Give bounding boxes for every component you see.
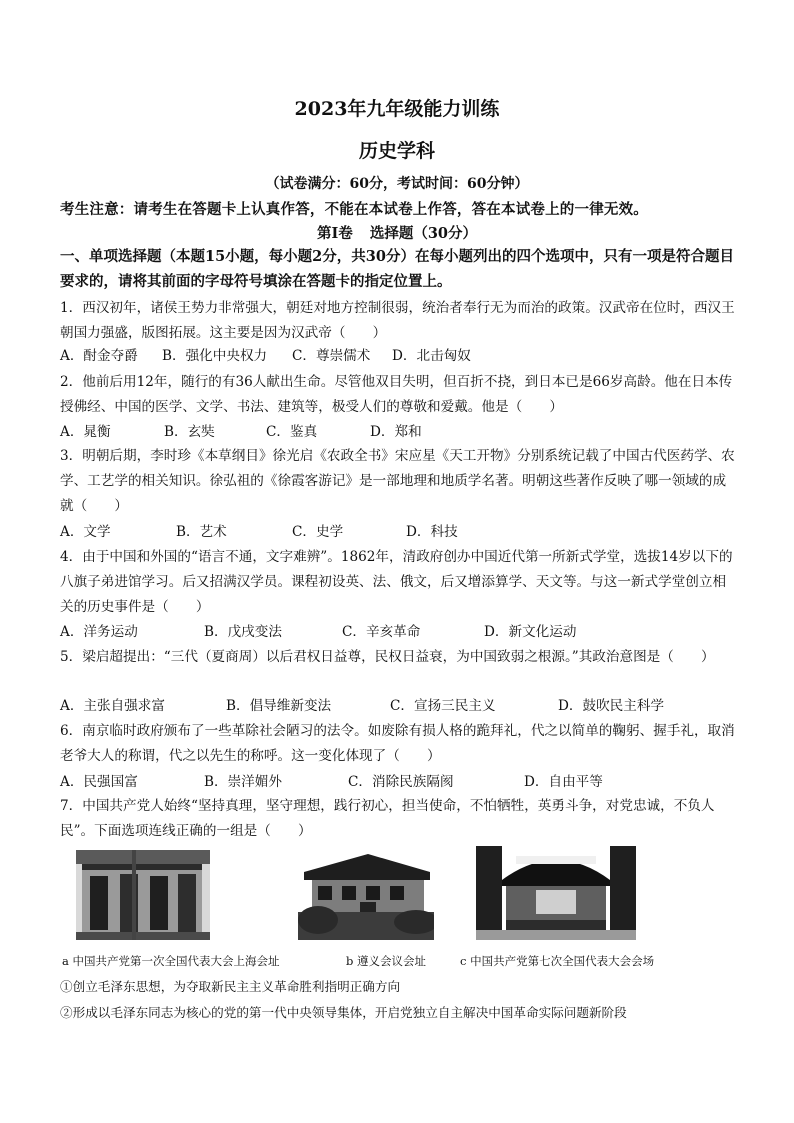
option: A．洋务运动 [60, 624, 138, 640]
option: C．史学 [292, 524, 344, 540]
question-1-stem: 1．西汉初年，诸侯王势力非常强大，朝廷对地方控制很弱，统治者奉行无为而治的政策。汉武帝在位时，西汉王朝国力强盛，版图拓展。这主要是因为汉武帝（ ） [60, 300, 735, 341]
caption-b: b 遵义会议会址 [346, 954, 427, 968]
option: C．宣扬三民主义 [390, 698, 496, 714]
option: D．鼓吹民主科学 [558, 698, 665, 714]
option: D．自由平等 [524, 774, 603, 790]
option: A．晁衡 [60, 424, 111, 440]
option: D．新文化运动 [484, 624, 577, 640]
question-2-options [60, 420, 740, 445]
question-3-stem: 3．明朝后期，李时珍《本草纲目》徐光启《农政全书》宋应星《天工开物》分别系统记载了中国古代医药学、农学、工艺学的相关知识。徐弘祖的《徐霞客游记》是一部地理和地质学名著。明朝这些著作反映了哪一领域的成就（ ） [60, 448, 735, 514]
building-photo-icon [298, 850, 434, 940]
option: D．北击匈奴 [392, 348, 471, 364]
instructions: 一、单项选择题（本题15小题，每小题2分，共30分）在每小题列出的四个选项中，只有一项是符合题目要求的，请将其前面的字母符号填涂在答题卡的指定位置上。 [60, 248, 734, 290]
option: C．尊崇儒术 [292, 348, 371, 364]
option: B．艺术 [176, 524, 227, 540]
building-photo-icon [76, 850, 210, 940]
section-title: 选择题（30分） [369, 225, 478, 242]
option: A．酎金夺爵 [60, 348, 138, 364]
caption-c: c 中国共产党第七次全国代表大会会场 [460, 954, 655, 968]
option: B．玄奘 [164, 424, 215, 440]
caption-a: a 中国共产党第一次全国代表大会上海会址 [62, 954, 280, 968]
option: B．戊戌变法 [204, 624, 282, 640]
question-4-options [60, 620, 740, 645]
exam-info: （试卷满分：60分，考试时间：60分钟） [265, 176, 529, 192]
photo-shanghai-site [76, 850, 210, 940]
exam-title: 2023年九年级能力训练 [294, 98, 500, 120]
option: C．鉴真 [266, 424, 318, 440]
option: A．民强国富 [60, 774, 138, 790]
question-1-options [60, 344, 740, 369]
section-label: 第Ⅰ卷 [316, 225, 353, 242]
question-4-stem: 4．由于中国和外国的“语言不通，文字难辨”。1862年，清政府创办中国近代第一所新式学堂，选拔14岁以下的八旗子弟进馆学习。后又招满汉学员。课程初设英、法、俄文，后又增添算学、天文等。与这一新式学堂创立相关的历史事件是（ ） [60, 549, 733, 615]
question-3-options [60, 520, 740, 545]
option: A．文学 [60, 524, 111, 540]
exam-notice: 考生注意：请考生在答题卡上认真作答，不能在本试卷上作答，答在本试卷上的一律无效。 [60, 201, 648, 218]
question-5-options [60, 694, 740, 719]
option: D．郑和 [370, 424, 422, 440]
statement-1: ①创立毛泽东思想，为夺取新民主主义革命胜利指明正确方向 [60, 979, 401, 994]
photo-zunyi-site [298, 850, 434, 940]
exam-subject: 历史学科 [358, 140, 435, 162]
option: C．辛亥革命 [342, 624, 421, 640]
statement-2: ②形成以毛泽东同志为核心的党的第一代中央领导集体，开启党独立自主解决中国革命实际问题新阶段 [60, 1005, 627, 1020]
hall-photo-icon [476, 846, 636, 940]
photo-seventh-congress-hall [476, 846, 636, 940]
option: D．科技 [406, 524, 458, 540]
option: C．消除民族隔阂 [348, 774, 454, 790]
question-7-stem: 7．中国共产党人始终“坚持真理，坚守理想，践行初心，担当使命，不怕牺牲，英勇斗争，对党忠诚，不负人民”。下面选项连线正确的一组是（ ） [60, 798, 715, 839]
question-5-stem: 5．梁启超提出：“三代（夏商周）以后君权日益尊，民权日益衰，为中国致弱之根源。”其政治意图是（ ） [60, 649, 715, 665]
option: B．倡导维新变法 [226, 698, 332, 714]
section-heading [0, 222, 794, 243]
option: B．强化中央权力 [162, 348, 268, 364]
question-6-options [60, 770, 740, 795]
question-6-stem: 6．南京临时政府颁布了一些革除社会陋习的法令。如废除有损人格的跪拜礼，代之以简单的鞠躬、握手礼，取消老爷大人的称谓，代之以先生的称呼。这一变化体现了（ ） [60, 723, 735, 764]
option: A．主张自强求富 [60, 698, 165, 714]
question-2-stem: 2．他前后用12年，随行的有36人献出生命。尽管他双目失明，但百折不挠，到日本已是66岁高龄。他在日本传授佛经、中国的医学、文学、书法、建筑等，极受人们的尊敬和爱戴。他是（ ） [60, 374, 733, 415]
option: B．崇洋媚外 [204, 774, 282, 790]
